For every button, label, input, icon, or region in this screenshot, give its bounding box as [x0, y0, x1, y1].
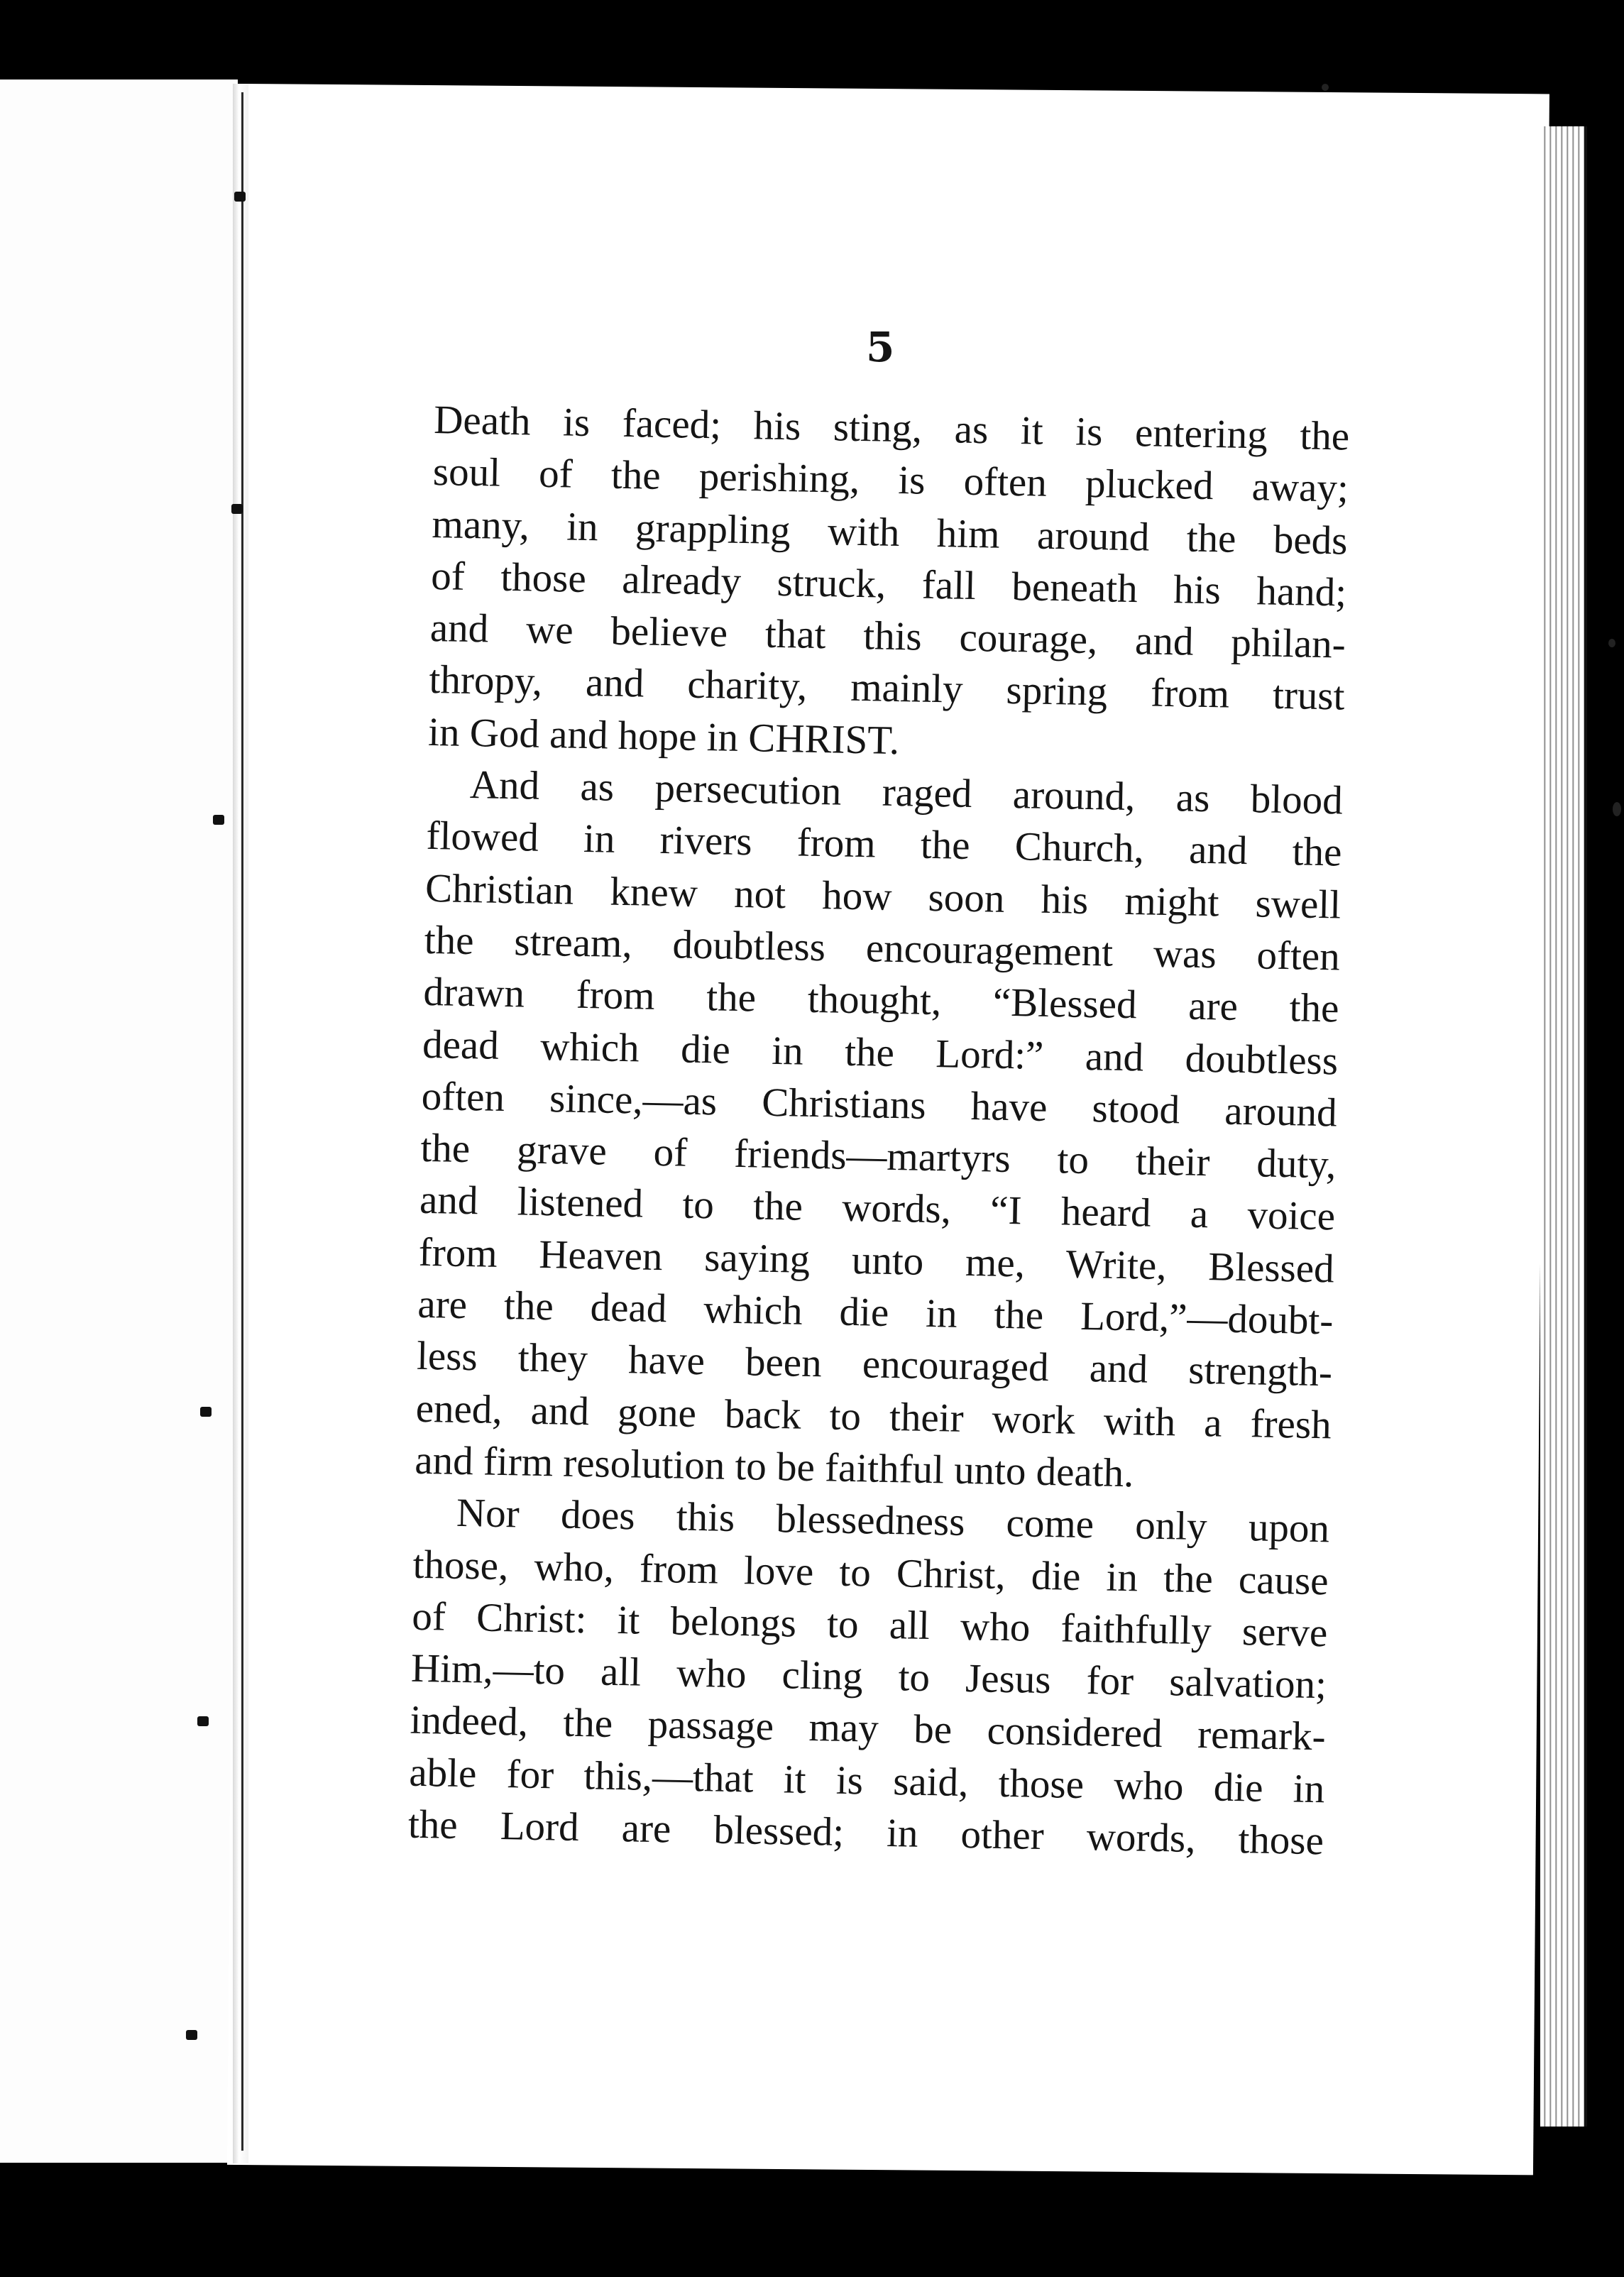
text-line: the Lord are blessed; in other words, those — [407, 1801, 1324, 1864]
text-line: less they have been encouraged and strength- — [416, 1334, 1333, 1395]
facing-page-edge — [0, 79, 238, 2163]
binding-stitch-mark — [197, 1716, 209, 1726]
text-line: Christian knew not how soon his might swell — [424, 865, 1342, 928]
text-line: soul of the perishing, is often plucked away; — [432, 449, 1349, 511]
text-line: thropy, and charity, mainly spring from trust — [429, 657, 1345, 720]
binding-stitch-mark — [200, 1407, 212, 1417]
text-line: ened, and gone back to their work with a fresh — [415, 1386, 1332, 1448]
binding-stitch-mark — [234, 192, 246, 202]
binding-stitch-mark — [231, 504, 243, 514]
text-line: Death is faced; his sting, as it is entering the — [433, 397, 1350, 459]
text-line: of Christ: it belongs to all who faithfully serve — [411, 1593, 1328, 1656]
text-line: those, who, from love to Christ, die in the cause — [412, 1542, 1329, 1603]
dust-speck — [1613, 802, 1621, 816]
text-line: indeed, the passage may be considered remark- — [410, 1698, 1327, 1760]
text-line: many, in grappling with him around the beds — [432, 501, 1349, 564]
text-line: Nor does this blessedness come only upon — [456, 1491, 1330, 1552]
binding-stitch-mark — [213, 815, 224, 825]
text-line: dead which die in the Lord:” and doubtless — [422, 1021, 1339, 1084]
binding-stitch-mark — [186, 2030, 197, 2040]
dust-speck — [1608, 639, 1615, 647]
text-line: of those already struck, fall beneath his hand; — [430, 553, 1347, 615]
text-line: able for this,—that it is said, those who die in — [408, 1750, 1325, 1812]
text-line: drawn from the thought, “Blessed are the — [422, 970, 1339, 1031]
text-line: Him,—to all who cling to Jesus for salvation; — [410, 1645, 1327, 1708]
text-line: from Heaven saying unto me, Write, Blessed — [418, 1229, 1335, 1292]
text-line: are the dead which die in the Lord,”—doubt- — [417, 1281, 1334, 1344]
body-text — [407, 394, 1349, 1867]
gutter-binding-line — [241, 92, 243, 2151]
text-line: often since,—as Christians have stood around — [421, 1073, 1338, 1136]
dust-speck — [1322, 84, 1329, 91]
stacked-page-edges — [1540, 126, 1587, 2127]
text-line: and listened to the words, “I heard a voice — [419, 1178, 1336, 1239]
text-line: And as persecution raged around, as blood — [469, 762, 1344, 823]
text-line: and firm resolution to be faithful unto death. — [414, 1437, 1134, 1496]
text-line: in God and hope in CHRIST. — [427, 709, 900, 763]
text-line: the grave of friends—martyrs to their duty, — [419, 1125, 1337, 1187]
text-line: the stream, doubtless encouragement was often — [424, 917, 1341, 980]
page-number: 5 — [866, 323, 895, 371]
book-gutter — [233, 84, 248, 2163]
text-line: and we believe that this courage, and philan- — [429, 605, 1346, 667]
text-line: flowed in rivers from the Church, and the — [426, 813, 1342, 875]
